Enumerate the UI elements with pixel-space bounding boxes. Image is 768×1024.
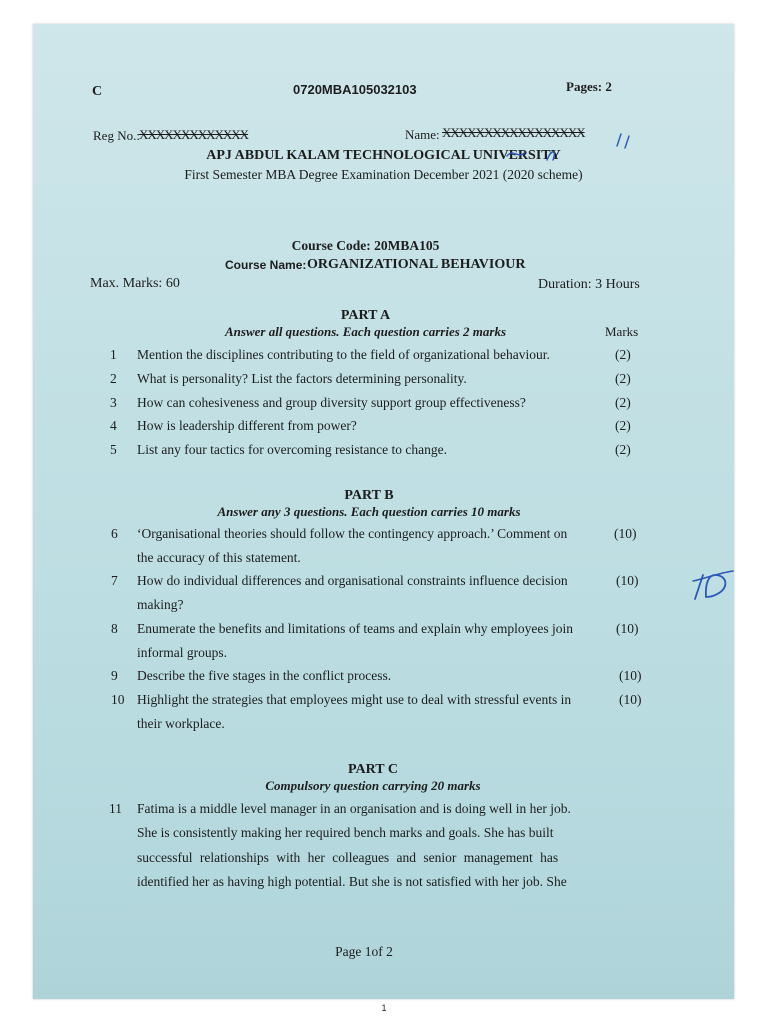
question-text: How is leadership different from power?	[137, 418, 357, 433]
question-number: 1	[110, 347, 117, 362]
question-number: 8	[111, 621, 118, 636]
question-text: List any four tactics for overcoming resistance to change.	[137, 442, 448, 457]
pen-scribble	[501, 130, 641, 164]
question-number: 7	[111, 573, 118, 588]
question-paper-page	[33, 24, 734, 999]
max-marks: Max. Marks: 60	[90, 276, 180, 291]
exam-title: First Semester MBA Degree Examination December 2021 (2020 scheme)	[184, 167, 583, 182]
question-text: How can cohesiveness and group diversity support group effectiveness?	[137, 395, 526, 410]
question-number: 6	[111, 526, 118, 541]
name-label: Name:	[405, 127, 440, 142]
reg-no-redacted: XXXXXXXXXXXXX	[139, 127, 249, 142]
question-text-continued: informal groups.	[137, 645, 227, 660]
question-text-continued: making?	[137, 597, 184, 612]
question-text: Highlight the strategies that employees might use to deal with stressful events in	[137, 692, 572, 707]
course-name: ORGANIZATIONAL BEHAVIOUR	[307, 257, 526, 272]
question-marks: (10)	[616, 621, 639, 636]
question-number: 5	[110, 442, 117, 457]
part-c-instruction: Compulsory question carrying 20 marks	[265, 778, 481, 793]
question-marks: (10)	[616, 573, 639, 588]
handwritten-score-mark	[689, 569, 735, 605]
question-marks: (2)	[615, 347, 631, 362]
pages-count: Pages: 2	[566, 79, 612, 94]
marks-column-header: Marks	[605, 324, 639, 339]
course-name-label: Course Name:	[225, 258, 307, 272]
question-number: 2	[110, 371, 117, 386]
part-a-title: PART A	[340, 308, 391, 323]
series-letter: C	[92, 84, 103, 99]
case-study-line: She is consistently making her required bench marks and goals. She has built	[137, 825, 554, 840]
part-b-title: PART B	[344, 488, 394, 503]
case-study-line: successful relationships with her colleagues and senior management has	[137, 850, 559, 865]
question-marks: (2)	[615, 442, 631, 457]
page-footer: Page 1of 2	[335, 944, 393, 959]
question-marks: (2)	[615, 395, 631, 410]
sheet-number: 1	[381, 1003, 387, 1013]
paper-code: 0720MBA105032103	[293, 82, 417, 97]
course-code: Course Code: 20MBA105	[291, 238, 440, 253]
question-text: How do individual differences and organisational constraints influence decision	[137, 573, 568, 588]
question-number: 9	[111, 668, 118, 683]
university-name: APJ ABDUL KALAM TECHNOLOGICAL UNIVERSITY	[206, 148, 561, 163]
part-b-instruction: Answer any 3 questions. Each question carries 10 marks	[217, 504, 521, 519]
part-a-instruction: Answer all questions. Each question carries 2 marks	[225, 324, 506, 339]
question-marks: (10)	[619, 692, 642, 707]
question-marks: (10)	[614, 526, 637, 541]
question-text: What is personality? List the factors determining personality.	[137, 371, 467, 386]
case-study-line: identified her as having high potential. But she is not satisfied with her job. She	[137, 874, 567, 889]
question-text: ‘Organisational theories should follow the contingency approach.’ Comment on	[137, 526, 568, 541]
name-redacted: XXXXXXXXXXXXXXXXX	[442, 125, 585, 140]
question-text: Mention the disciplines contributing to the field of organizational behaviour.	[137, 347, 550, 362]
question-marks: (10)	[619, 668, 642, 683]
question-text: Enumerate the benefits and limitations of teams and explain why employees join	[137, 621, 574, 636]
question-number: 3	[110, 395, 117, 410]
question-text-continued: the accuracy of this statement.	[137, 550, 301, 565]
reg-no-label: Reg No.:	[93, 128, 140, 143]
question-text: Describe the five stages in the conflict process.	[137, 668, 392, 683]
question-number: 4	[110, 418, 117, 433]
case-study-line: Fatima is a middle level manager in an organisation and is doing well in her job.	[137, 801, 571, 816]
part-c-title: PART C	[348, 762, 398, 777]
question-marks: (2)	[615, 418, 631, 433]
question-marks: (2)	[615, 371, 631, 386]
duration: Duration: 3 Hours	[538, 277, 640, 292]
question-number: 10	[111, 692, 125, 707]
question-text-continued: their workplace.	[137, 716, 225, 731]
question-number: 11	[109, 801, 122, 816]
